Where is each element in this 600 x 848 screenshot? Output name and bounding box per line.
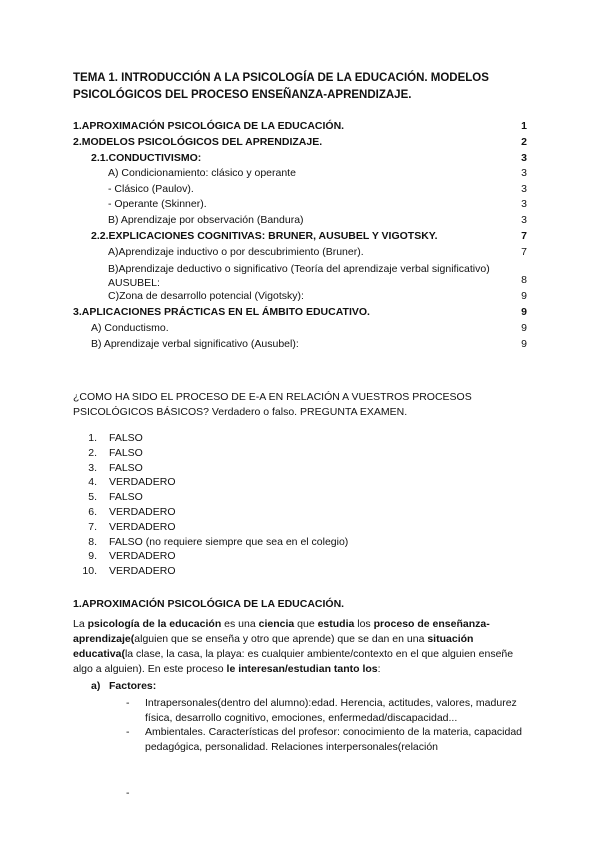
toc-label: 2.MODELOS PSICOLÓGICOS DEL APRENDIZAJE.	[73, 136, 323, 148]
answer-number: 9.	[88, 550, 97, 563]
paragraph-text: la clase, la casa, la playa: es cualquier ambiente/contexto en el que alguien enseñe algo a alguien). En este proceso	[73, 648, 514, 675]
answer-item	[73, 549, 348, 564]
toc-entry[interactable]	[0, 336, 600, 352]
answer-text: VERDADERO	[109, 565, 176, 578]
paragraph-text: alguien que se enseña y otro que aprende) que se dan en una	[134, 633, 428, 645]
answer-item	[73, 490, 348, 505]
answer-number: 1.	[88, 432, 97, 444]
toc-entry[interactable]	[0, 150, 600, 166]
bullet-dash: -	[126, 787, 130, 799]
toc-page: 7	[521, 246, 527, 258]
paragraph-text: que	[294, 618, 318, 630]
answer-item	[73, 431, 348, 446]
answer-number: 3.	[88, 461, 97, 474]
intro-paragraph	[73, 617, 529, 677]
toc-page: 3	[521, 152, 527, 164]
answer-number: 2.	[88, 446, 97, 459]
paragraph-emphasis: situación educativa(	[73, 633, 474, 660]
toc-label: B)Aprendizaje deductivo o significativo (Teoría del aprendizaje verbal significativo) AUSUBEL:	[108, 263, 490, 289]
toc-page: 1	[521, 120, 527, 132]
answer-number: 7.	[88, 520, 97, 533]
toc-page: 3	[521, 214, 527, 226]
toc-page: 3	[521, 198, 527, 210]
factors-label: a)	[91, 680, 101, 692]
bullet-text: Intrapersonales(dentro del alumno):edad. Herencia, actitudes, valores, madurez física, desarrollo cognitivo, emociones, enfermedad/discapacidad...	[145, 697, 517, 724]
bullet-dash: -	[126, 726, 130, 738]
toc-page: 3	[521, 167, 527, 179]
toc-label: 1.APROXIMACIÓN PSICOLÓGICA DE LA EDUCACIÓN.	[73, 120, 345, 132]
paragraph-emphasis: le interesan/estudian tanto los	[226, 663, 378, 675]
toc-entry[interactable]	[0, 118, 600, 134]
answer-list	[73, 431, 348, 579]
answer-number: 6.	[88, 505, 97, 518]
toc-label: - Clásico (Paulov).	[108, 183, 194, 195]
toc-page-row	[0, 272, 600, 288]
toc-entry[interactable]	[0, 134, 600, 150]
paragraph-text: :	[377, 663, 381, 675]
toc-page: 9	[521, 322, 527, 334]
toc-entry[interactable]	[0, 320, 600, 336]
document-title: TEMA 1. INTRODUCCIÓN A LA PSICOLOGÍA DE LA EDUCACIÓN. MODELOS PSICOLÓGICOS DEL PROCESO ENSEÑANZA-APRENDIZAJE.	[73, 72, 489, 101]
toc-label: B) Aprendizaje verbal significativo (Ausubel):	[91, 338, 299, 350]
paragraph-emphasis: proceso de enseñanza-aprendizaje(	[73, 618, 490, 645]
answer-text: FALSO	[109, 432, 143, 444]
answer-item	[73, 505, 348, 520]
answer-number: 10.	[82, 565, 97, 578]
factors-title: Factores:	[109, 680, 157, 692]
toc-label: C)Zona de desarrollo potencial (Vigotsky):	[108, 290, 304, 302]
toc-label: A)Aprendizaje inductivo o por descubrimiento (Bruner).	[108, 246, 364, 258]
answer-text: FALSO	[109, 446, 143, 459]
paragraph-emphasis: psicología de la educación	[87, 618, 222, 630]
paragraph-emphasis: ciencia	[258, 618, 295, 630]
answer-number: 4.	[88, 476, 97, 489]
toc-label: B) Aprendizaje por observación (Bandura)	[108, 214, 304, 226]
answer-item	[73, 475, 348, 490]
toc-page: 9	[521, 306, 527, 318]
exam-question: ¿COMO HA SIDO EL PROCESO DE E-A EN RELACIÓN A VUESTROS PROCESOS PSICOLÓGICOS BÁSICOS? Verdadero o falso. PREGUNTA EXAMEN.	[73, 391, 472, 418]
paragraph-text: La	[73, 618, 88, 630]
toc-label: 3.APLICACIONES PRÁCTICAS EN EL ÁMBITO EDUCATIVO.	[73, 306, 370, 318]
toc-label: - Operante (Skinner).	[108, 198, 207, 210]
toc-entry[interactable]	[0, 228, 600, 244]
answer-number: 5.	[88, 491, 97, 504]
answer-item	[73, 461, 348, 476]
toc-page: 3	[521, 183, 527, 195]
toc-entry[interactable]	[0, 196, 600, 212]
toc-page: 9	[521, 338, 527, 350]
answer-item	[73, 564, 348, 579]
factors-heading	[91, 680, 156, 692]
paragraph-text: los	[354, 618, 374, 630]
toc-entry[interactable]	[0, 181, 600, 197]
toc-entry[interactable]	[0, 288, 600, 304]
toc-entry[interactable]	[0, 244, 600, 260]
answer-text: VERDADERO	[109, 520, 176, 533]
answer-text: FALSO	[109, 491, 143, 504]
section-heading: 1.APROXIMACIÓN PSICOLÓGICA DE LA EDUCACIÓN.	[73, 598, 345, 610]
toc-entry[interactable]	[0, 304, 600, 320]
toc-page: 2	[521, 136, 527, 148]
toc-page: 9	[521, 290, 527, 302]
toc-entry[interactable]	[0, 212, 600, 228]
answer-text: VERDADERO	[109, 550, 176, 563]
bullet-text: Ambientales. Características del profesor: conocimiento de la materia, capacidad pedagógica, personalidad. Relaciones interpersonales(relación	[145, 726, 523, 753]
answer-number: 8.	[88, 535, 97, 548]
bullet-dash: -	[126, 697, 130, 709]
toc-entry[interactable]	[0, 165, 600, 181]
paragraph-text: es una	[221, 618, 259, 630]
toc-page: 8	[521, 274, 527, 286]
paragraph-emphasis: estudia	[317, 618, 355, 630]
answer-item	[73, 446, 348, 461]
answer-text: FALSO	[109, 461, 143, 474]
toc-label: A) Condicionamiento: clásico y operante	[108, 167, 296, 179]
answer-text: FALSO (no requiere siempre que sea en el colegio)	[109, 535, 349, 548]
toc-page: 7	[521, 230, 527, 242]
toc-label: 2.2.EXPLICACIONES COGNITIVAS: BRUNER, AUSUBEL Y VIGOTSKY.	[91, 230, 438, 242]
answer-text: VERDADERO	[109, 476, 176, 489]
toc-label: 2.1.CONDUCTIVISMO:	[91, 152, 202, 164]
answer-item	[73, 520, 348, 535]
answer-text: VERDADERO	[109, 505, 176, 518]
answer-item	[73, 535, 348, 550]
toc-label: A) Conductismo.	[91, 322, 169, 334]
